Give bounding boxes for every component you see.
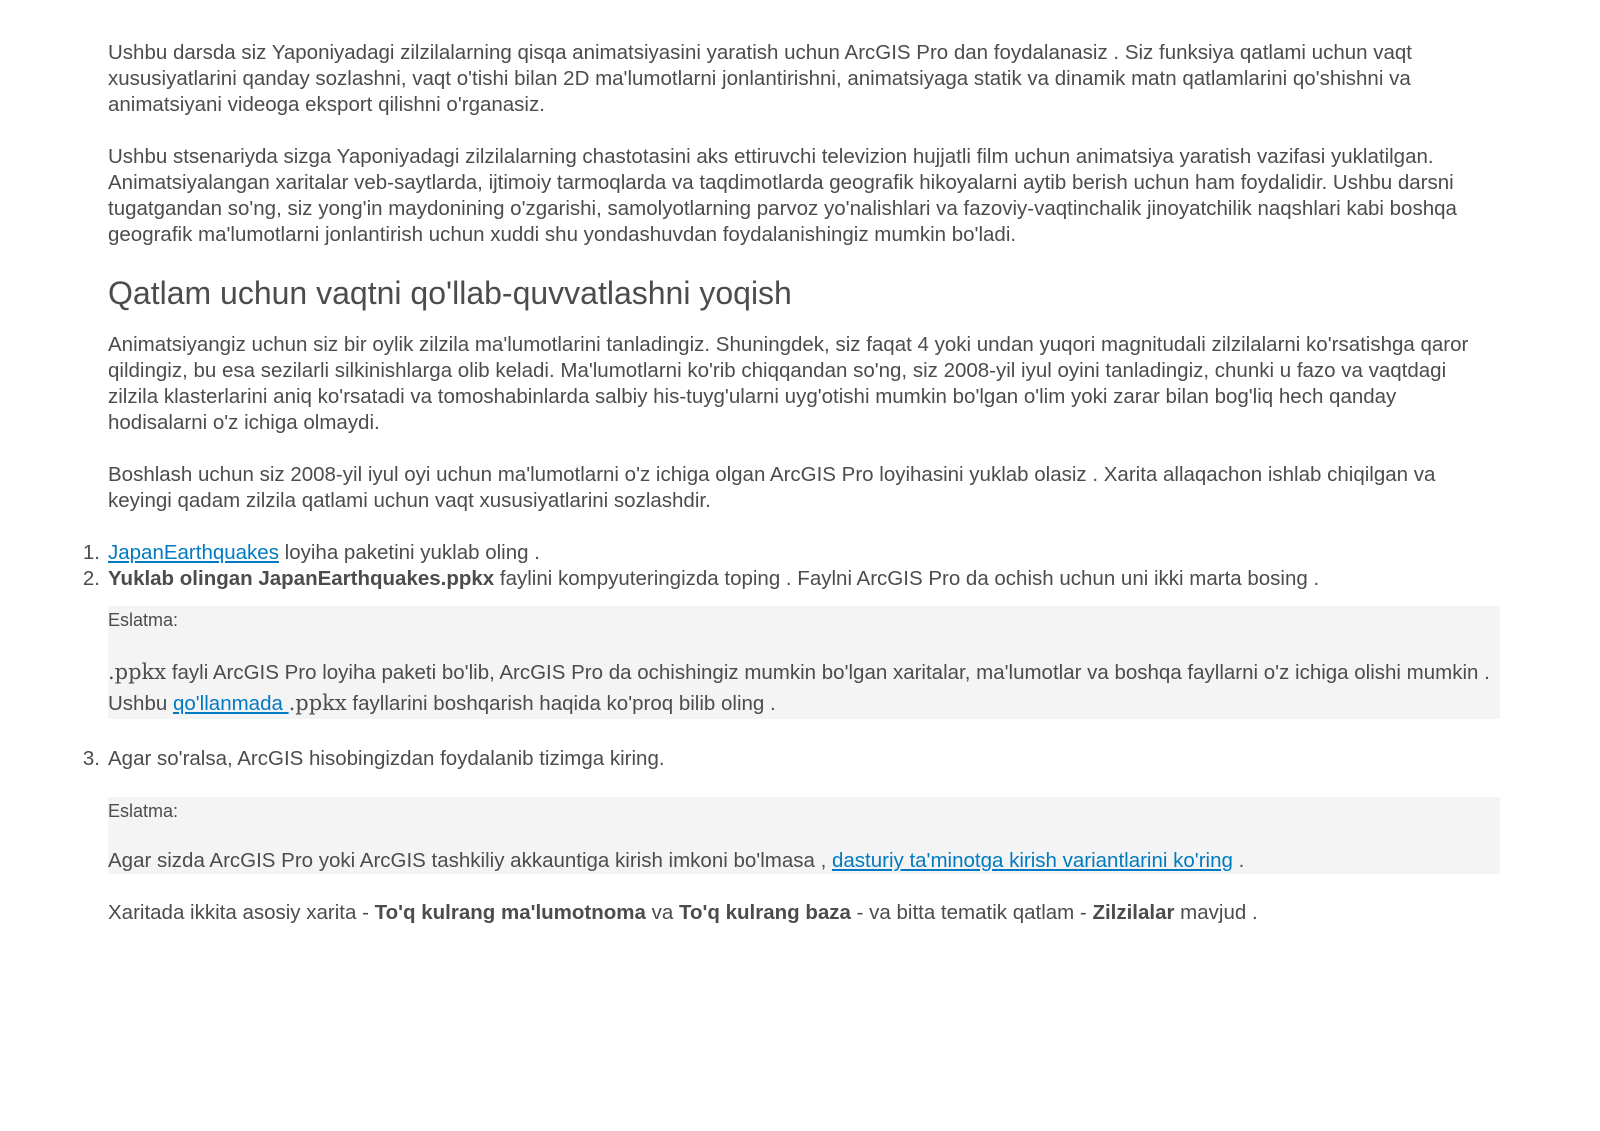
step-number: 3. — [82, 747, 100, 770]
access-options-link[interactable]: dasturiy ta'minotga kirish variantlarini ko'ring — [831, 849, 1233, 872]
section-heading: Qatlam uchun vaqtni qo'llab-quvvatlashni yoqish — [108, 275, 792, 311]
step-number: 1. — [82, 541, 100, 564]
japanearthquakes-link[interactable]: JapanEarthquakes — [108, 541, 279, 564]
note-text: fayllarini boshqarish haqida ko'proq bilib oling . — [346, 692, 776, 715]
intro-paragraph-1: Ushbu darsda siz Yaponiyadagi zilzilalarning qisqa animatsiyasini yaratish uchun ArcGIS Pro dan foydalanasiz . Siz funksiya qatlami uchun vaqt xususiyatlarini qanday sozlashni, vaqt o'tishi bilan 2D ma'lumotlarni jonlantirishni, animatsiyaga statik va dinamik matn qatlamlarini qo'shishni va animatsiyani videoga eksport qilishni o'rganasiz. — [108, 41, 1412, 116]
file-extension-code: .ppkx — [108, 660, 167, 684]
closing-text: Xaritada ikkita asosiy xarita - — [108, 901, 375, 924]
step-item-3 — [82, 746, 1500, 772]
step-bold-text: Yuklab olingan JapanEarthquakes.ppkx — [108, 567, 495, 590]
closing-text: - va bitta tematik qatlam - — [850, 901, 1093, 924]
thematic-layer-name: Zilzilalar — [1092, 901, 1175, 924]
step-item-1 — [82, 540, 1500, 566]
file-extension-code: .ppkx — [288, 691, 347, 715]
note-box-1 — [108, 606, 1500, 719]
closing-paragraph — [108, 900, 1500, 926]
note-text: fayli ArcGIS Pro loyiha paketi bo'lib, ArcGIS Pro da ochishingiz mumkin bo'lgan xaritalar, ma'lumotlar va boshqa fayllarni o'z ichiga olishi mumkin . Ushbu — [108, 661, 1490, 715]
note-text: Agar sizda ArcGIS Pro yoki ArcGIS tashkiliy akkauntiga kirish imkoni bo'lmasa , — [108, 849, 832, 872]
guide-link[interactable]: qo'llanmada — [172, 692, 289, 715]
closing-text: va — [645, 901, 679, 924]
section-paragraph-1: Animatsiyangiz uchun siz bir oylik zilzila ma'lumotlarini tanladingiz. Shuningdek, siz faqat 4 yoki undan yuqori magnitudali zilzilalarni ko'rsatishga qaror qildingiz, bu esa sezilarli silkinishlarga olib keladi. Ma'lumotlarni ko'rib chiqqandan so'ng, siz 2008-yil iyul oyini tanladingiz, chunki u fazo va vaqtdagi zilzila klasterlarini aniq ko'rsatadi va tomoshabinlarda salbiy his-tuyg'ularni uyg'otishi mumkin bo'lgan o'lim yoki zarar bilan bog'liq hech qanday hodisalarni o'z ichiga olmaydi. — [108, 333, 1469, 434]
note-label: Eslatma: — [108, 801, 179, 821]
intro-paragraph-2: Ushbu stsenariyda sizga Yaponiyadagi zilzilalarning chastotasini aks ettiruvchi televizion hujjatli film uchun animatsiya yaratish vazifasi yuklatilgan. Animatsiyalangan xaritalar veb-saytlarda, ijtimoiy tarmoqlarda va taqdimotlarda geografik hikoyalarni aytib berish uchun ham foydalidir. Ushbu darsni tugatgandan so'ng, siz yong'in maydonining o'zgarishi, samolyotlarning parvoz yo'nalishlari va fazoviy-vaqtinchalik jinoyatchilik naqshlari kabi boshqa geografik ma'lumotlarni jonlantirish uchun xuddi shu yondashuvdan foydalanishingiz mumkin bo'ladi. — [108, 145, 1457, 246]
note-box-2 — [108, 797, 1500, 874]
document-page — [82, 40, 1500, 926]
note-label: Eslatma: — [108, 610, 179, 630]
step-item-2 — [82, 566, 1500, 592]
basemap-reference-name: To'q kulrang ma'lumotnoma — [374, 901, 646, 924]
basemap-base-name: To'q kulrang baza — [678, 901, 851, 924]
steps-list — [82, 540, 1500, 926]
section-paragraph-2: Boshlash uchun siz 2008-yil iyul oyi uchun ma'lumotlarni o'z ichiga olgan ArcGIS Pro loyihasini yuklab olasiz . Xarita allaqachon ishlab chiqilgan va keyingi qadam zilzila qatlami uchun vaqt xususiyatlarini sozlashdir. — [108, 463, 1436, 512]
note-body — [108, 848, 1500, 874]
step-text: Agar so'ralsa, ArcGIS hisobingizdan foydalanib tizimga kiring. — [108, 747, 665, 770]
step-number: 2. — [82, 567, 100, 590]
step-text: faylini kompyuteringizda toping . Faylni ArcGIS Pro da ochish uchun uni ikki marta bosing . — [494, 567, 1320, 590]
note-text: . — [1232, 849, 1245, 872]
note-body — [108, 657, 1500, 719]
step-text: loyiha paketini yuklab oling . — [278, 541, 540, 564]
closing-text: mavjud . — [1174, 901, 1258, 924]
